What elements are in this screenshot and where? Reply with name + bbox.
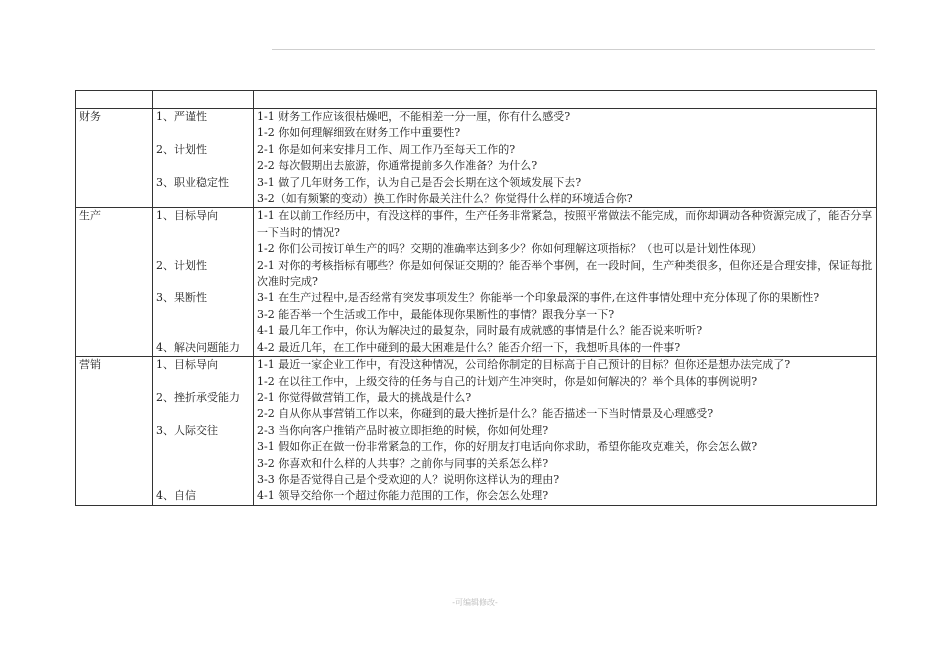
trait-label: 2、计划性: [156, 258, 207, 272]
trait-label: 3、果断性: [156, 291, 207, 305]
question-text: 4-1 最几年工作中，你认为解决过的最复杂，同时最有成就感的事情是什么？能否说来听听?: [257, 324, 703, 338]
trait-label: 2、计划性: [156, 142, 207, 156]
trait-cell: [153, 208, 254, 357]
trait-spacer: [156, 241, 250, 257]
trait-spacer: [156, 472, 250, 488]
question-text: 1-1 最近一家企业工作中，有没这种情况，公司给你制定的目标高于自己预计的目标？但你还是想办法完成了?: [257, 358, 791, 372]
question-text: 3-1 在生产过程中,是否经常有突发事项发生？你能举一个印象最深的事件,在这件事情处理中充分体现了你的果断性?: [257, 291, 820, 305]
trait-label: 1、目标导向: [156, 209, 218, 223]
trait-spacer: [156, 225, 250, 241]
header-rule: [272, 49, 875, 50]
trait-spacer: [156, 439, 250, 455]
trait-spacer: [156, 158, 250, 174]
question-text: 2-2 自从你从事营销工作以来，你碰到的最大挫折是什么？能否描述一下当时情景及心理感受?: [257, 407, 714, 421]
trait-spacer: [156, 125, 250, 141]
department-cell: 生产: [76, 208, 153, 357]
trait-cell: [153, 109, 254, 208]
question-text: 3-2 能否举一个生活或工作中，最能体现你果断性的事情？跟我分享一下?: [257, 307, 615, 321]
trait-label: 2、挫折承受能力: [156, 390, 240, 404]
question-text: 1-2 你如何理解细致在财务工作中重要性?: [257, 126, 461, 140]
question-text: 4-2 最近几年，在工作中碰到的最大困难是什么？能否介绍一下，我想听具体的一件事?: [257, 340, 681, 354]
question-text: 3-2 你喜欢和什么样的人共事？之前你与同事的关系怎么样?: [257, 456, 549, 470]
trait-spacer: [156, 374, 250, 390]
question-text: 2-3 当你向客户推销产品时被立即拒绝的时候，你如何处理?: [257, 423, 549, 437]
trait-label: 1、目标导向: [156, 358, 218, 372]
trait-cell: [153, 357, 254, 506]
trait-spacer: [156, 307, 250, 323]
question-text: 2-1 对你的考核指标有哪些？你是如何保证交期的？能否举个事例，在一段时间，生产种类很多，但你还是合理安排，保证每批次准时完成?: [257, 258, 873, 289]
question-cell: [254, 208, 877, 357]
question-text: 1-1 在以前工作经历中，有没这样的事件，生产任务非常紧急，按照平常做法不能完成，而你却调动各种资源完成了，能否分享一下当时的情况?: [257, 209, 873, 239]
trait-label: 3、人际交往: [156, 423, 218, 437]
trait-label: 3、职业稳定性: [156, 175, 229, 189]
question-cell: [254, 357, 877, 506]
trait-label: 4、解决问题能力: [156, 340, 240, 354]
question-text: 2-1 你是如何来安排月工作、周工作乃至每天工作的?: [257, 142, 516, 156]
header-cell-trait: [153, 91, 254, 109]
header-cell-question: [254, 91, 877, 109]
question-text: 1-2 在以往工作中，上级交待的任务与自己的计划产生冲突时，你是如何解决的？举个具体的事例说明?: [257, 374, 758, 388]
interview-question-table: [75, 90, 877, 506]
trait-spacer: [156, 274, 250, 290]
department-cell: 营销: [76, 357, 153, 506]
question-text: 2-2 每次假期出去旅游，你通常提前多久作准备？为什么?: [257, 159, 538, 173]
table-row: [76, 357, 877, 506]
trait-label: 4、自信: [156, 489, 196, 503]
question-text: 1-2 你们公司按订单生产的吗？交期的准确率达到多少？你如何理解这项指标？（也可以是计划性体现）: [257, 242, 763, 256]
trait-spacer: [156, 323, 250, 339]
question-text: 3-1 假如你正在做一份非常紧急的工作，你的好朋友打电话向你求助，希望你能攻克难关，你会怎么做?: [257, 440, 758, 454]
question-text: 4-1 领导交给你一个超过你能力范围的工作，你会怎么处理?: [257, 489, 549, 503]
trait-label: 1、严谨性: [156, 110, 207, 123]
department-cell: 财务: [76, 109, 153, 208]
question-text: 3-3 你是否觉得自己是个受欢迎的人？说明你这样认为的理由?: [257, 472, 560, 486]
trait-spacer: [156, 455, 250, 471]
header-cell-department: [76, 91, 153, 109]
question-text: 3-2（如有频繁的变动）换工作时你最关注什么？你觉得什么样的环境适合你?: [257, 192, 633, 206]
question-cell: [254, 109, 877, 208]
footer-note: -可编辑修改-: [452, 598, 498, 607]
trait-spacer: [156, 406, 250, 422]
table-header-row: [76, 91, 877, 109]
question-text: 2-1 你觉得做营销工作，最大的挑战是什么?: [257, 390, 472, 404]
table-row: [76, 208, 877, 357]
question-text: 1-1 财务工作应该很枯燥吧，不能相差一分一厘，你有什么感受?: [257, 110, 571, 123]
table-row: [76, 109, 877, 208]
question-text: 3-1 做了几年财务工作，认为自己是否会长期在这个领域发展下去?: [257, 175, 582, 189]
